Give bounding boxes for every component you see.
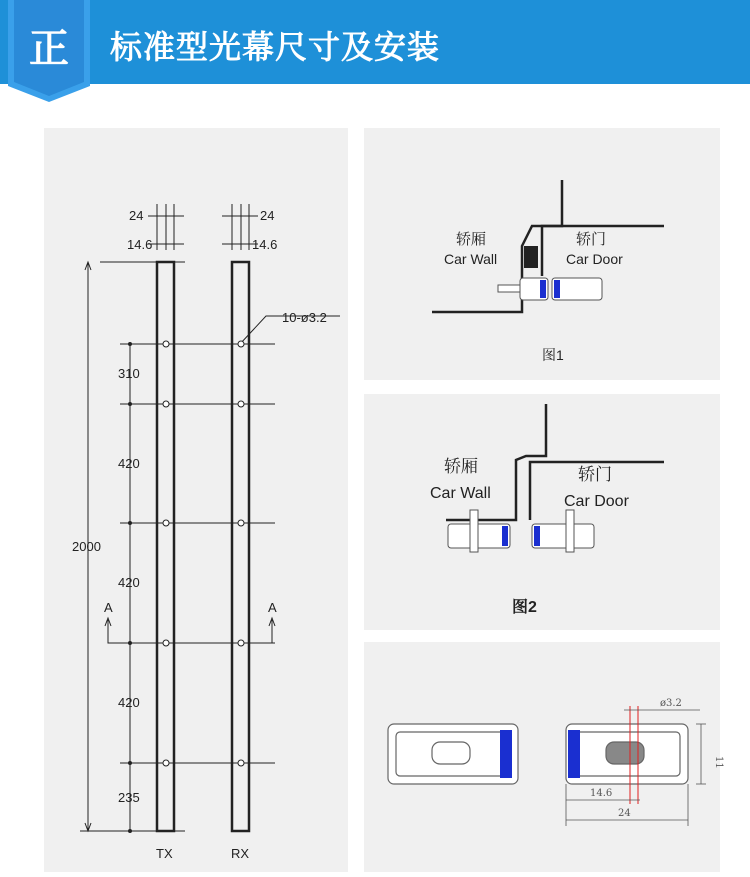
fig2-car-wall-en: Car Wall: [430, 485, 491, 502]
profile-outer-width: 24: [618, 808, 631, 819]
profile-hole-dia: ø3.2: [660, 698, 682, 709]
fig2-car-door-cn: 轿门: [578, 465, 612, 485]
fig2-caption: 图2: [512, 599, 537, 616]
spacing-3: 420: [118, 575, 140, 590]
spacing-2: 420: [118, 456, 140, 471]
profile-inner-width: 14.6: [590, 788, 613, 799]
dim-top-width-rx: 24: [260, 208, 275, 223]
fig1-caption: 图1: [542, 347, 564, 363]
spacing-1: 310: [118, 366, 140, 381]
hole-spec-label: 10-ø3.2: [282, 310, 327, 325]
section-marker-right: A: [268, 600, 277, 615]
dim-inner-width-rx: 14.6: [252, 237, 278, 252]
tx-label: TX: [156, 846, 173, 861]
profile-height: 11: [713, 756, 724, 769]
rx-label: RX: [231, 846, 250, 861]
fig1-car-wall-cn: 轿厢: [456, 230, 487, 248]
fig1-car-door-cn: 轿门: [576, 230, 607, 248]
dim-inner-width-tx: 14.6: [127, 237, 153, 252]
spacing-5: 235: [118, 790, 140, 805]
fig1-car-door-en: Car Door: [566, 251, 623, 267]
spacing-4: 420: [118, 695, 140, 710]
total-length-label: 2000: [72, 539, 101, 554]
page-title: 标准型光幕尺寸及安装: [110, 28, 441, 66]
header-badge-char: 正: [29, 26, 69, 72]
section-marker-left: A: [104, 600, 113, 615]
fig2-car-door-en: Car Door: [564, 493, 629, 510]
fig2-car-wall-cn: 轿厢: [444, 457, 478, 477]
dim-top-width-tx: 24: [129, 208, 144, 223]
fig1-car-wall-en: Car Wall: [444, 251, 498, 267]
